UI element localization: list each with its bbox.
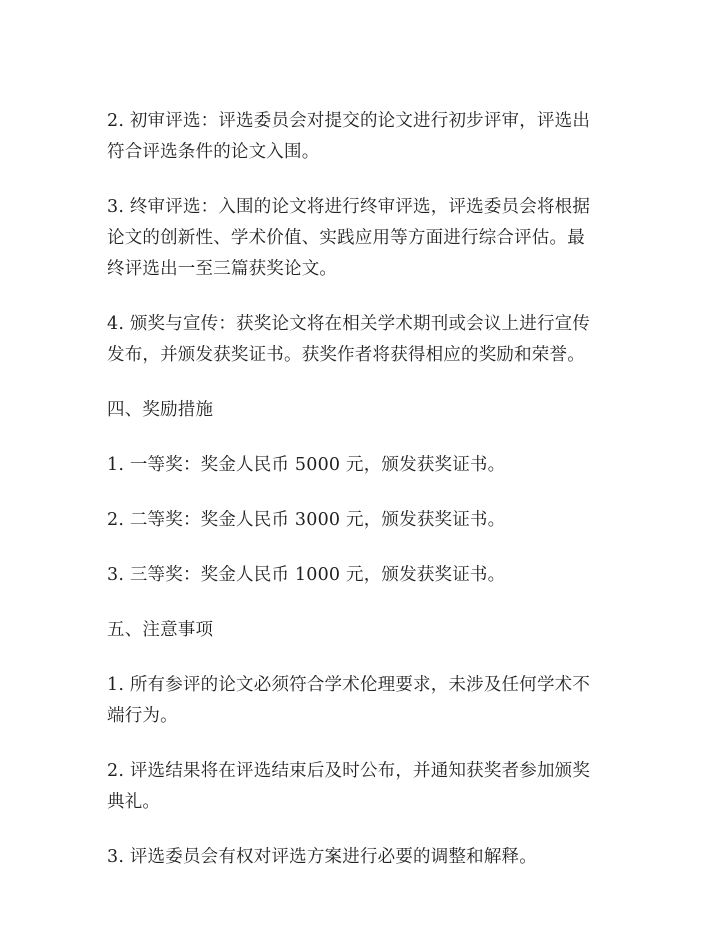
paragraph-preliminary-review: 2. 初审评选：评选委员会对提交的论文进行初步评审，评选出 符合评选条件的论文入围。 <box>107 111 591 162</box>
paragraph-committee-rights: 3. 评选委员会有权对评选方案进行必要的调整和解释。 <box>107 847 537 867</box>
paragraph-award-publicity: 4. 颁奖与宣传：获奖论文将在相关学术期刊或会议上进行宣传 发布，并颁发获奖证书。获奖作者将获得相应的奖励和荣誉。 <box>107 314 591 365</box>
paragraph-first-prize: 1. 一等奖：奖金人民币 5000 元，颁发获奖证书。 <box>107 455 506 475</box>
paragraph-final-review: 3. 终审评选：入围的论文将进行终审评选，评选委员会将根据 论文的创新性、学术价值、实践应用等方面进行综合评估。最 终评选出一至三篇获奖论文。 <box>107 197 591 279</box>
paragraph-second-prize: 2. 二等奖：奖金人民币 3000 元，颁发获奖证书。 <box>107 510 506 530</box>
paragraph-third-prize: 3. 三等奖：奖金人民币 1000 元，颁发获奖证书。 <box>107 565 506 585</box>
paragraph-academic-ethics: 1. 所有参评的论文必须符合学术伦理要求，未涉及任何学术不 端行为。 <box>107 675 591 726</box>
paragraph-result-announcement: 2. 评选结果将在评选结束后及时公布，并通知获奖者参加颁奖 典礼。 <box>107 761 591 812</box>
section-heading-rewards: 四、奖励措施 <box>107 400 214 420</box>
section-heading-notes: 五、注意事项 <box>107 620 214 640</box>
document-body <box>107 106 627 873</box>
